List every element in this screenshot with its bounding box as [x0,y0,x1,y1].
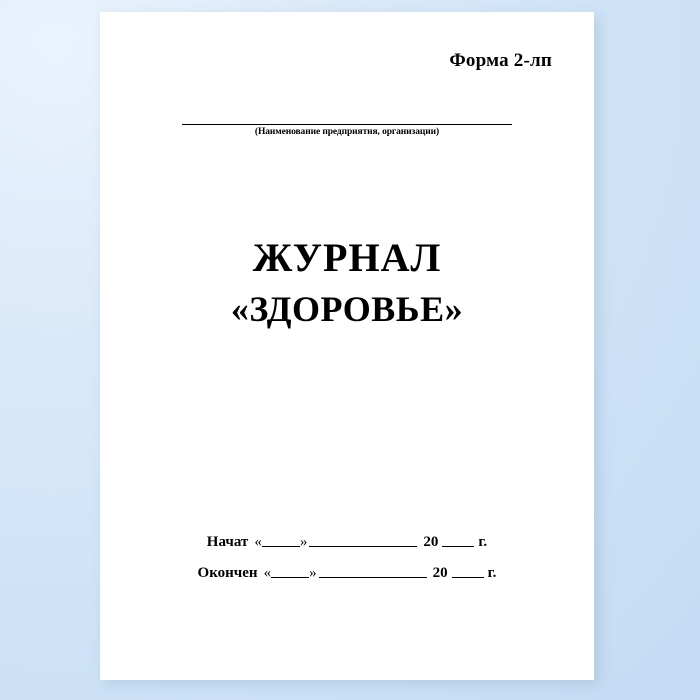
finished-year-prefix: 20 [432,565,448,581]
started-quote-close: » [299,534,308,550]
finished-label: Окончен [197,565,258,581]
started-label: Начат [206,534,249,550]
started-row [100,534,594,551]
finished-month-blank[interactable] [319,566,427,578]
form-code-label: Форма 2-лп [449,50,552,71]
started-month-blank[interactable] [309,535,417,547]
started-year-suffix: г. [478,534,488,550]
finished-year-suffix: г. [487,565,497,581]
document-page [100,12,594,680]
finished-year-blank[interactable] [452,566,484,578]
started-day-blank[interactable] [262,535,300,547]
finished-row [100,565,594,582]
organization-field [182,124,512,137]
document-title: ЖУРНАЛ [252,235,442,280]
started-quote-open: « [254,534,262,550]
organization-caption: (Наименование предприятия, организации) [254,127,440,137]
title-block [100,234,594,332]
organization-rule [182,124,512,125]
started-year-prefix: 20 [423,534,439,550]
finished-day-blank[interactable] [271,566,309,578]
started-year-blank[interactable] [442,535,474,547]
document-subtitle: «ЗДОРОВЬЕ» [230,289,464,330]
finished-quote-close: » [309,565,317,581]
finished-quote-open: « [263,565,272,581]
date-fields [100,534,594,596]
